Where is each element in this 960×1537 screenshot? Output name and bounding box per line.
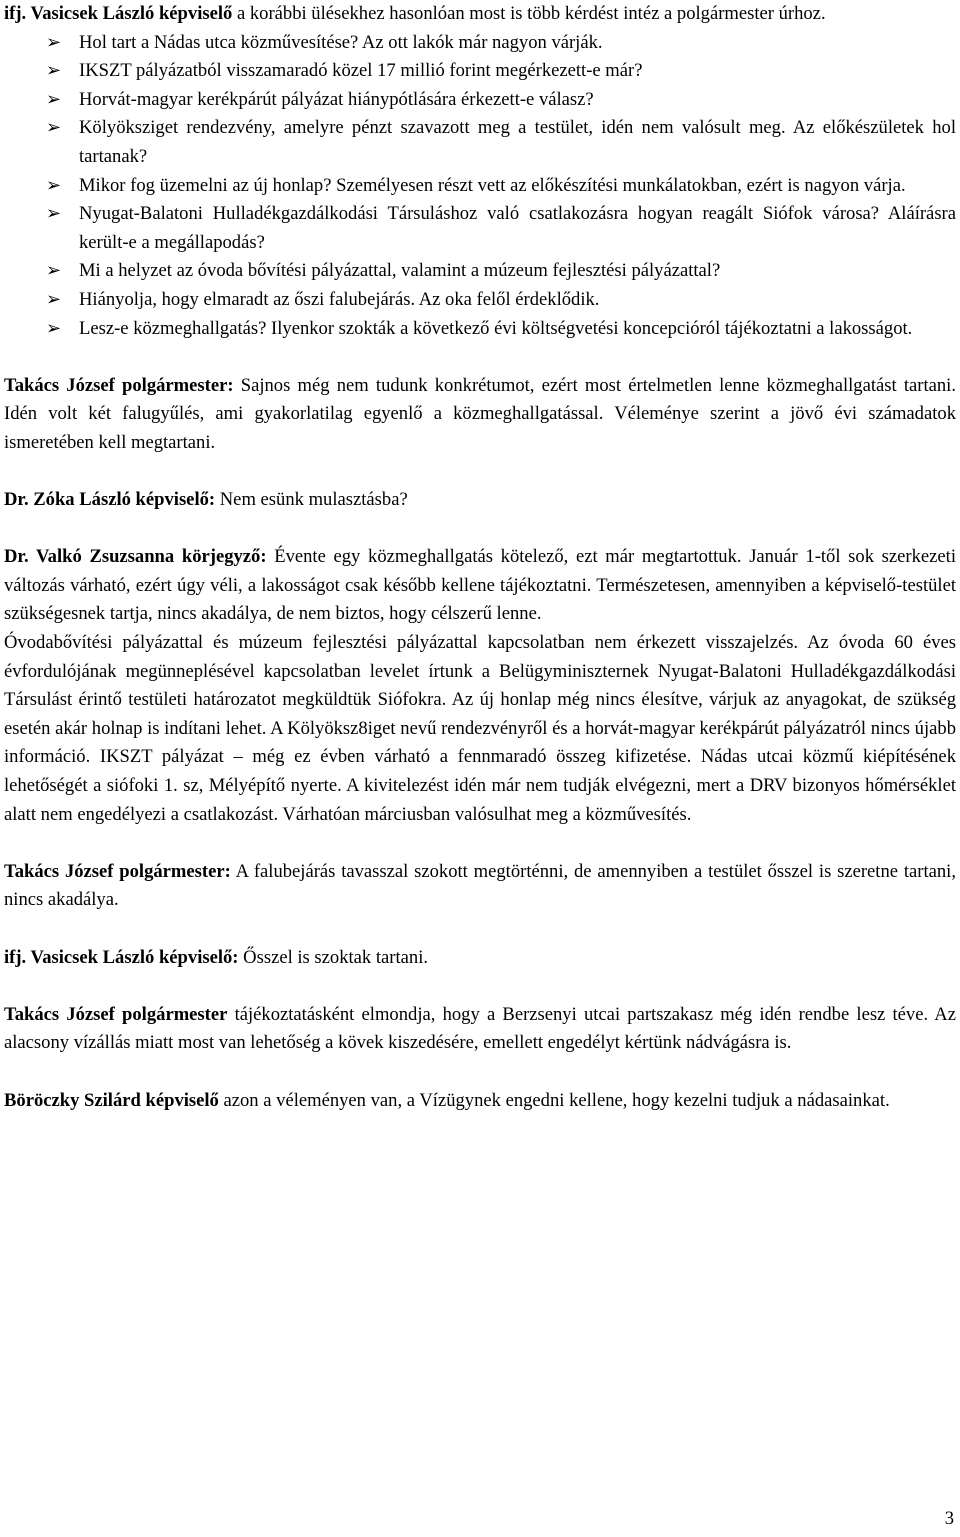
arrow-bullet-icon: ➢ xyxy=(46,317,62,339)
list-item: ➢ Mikor fog üzemelni az új honlap? Személyesen részt vett az előkészítési munkálatokban, ezért is nagyon várja. xyxy=(4,172,956,201)
speaker-name: Dr. Zóka László képviselő: xyxy=(4,489,216,511)
paragraph-text: Ősszel is szoktak tartani. xyxy=(238,946,429,968)
arrow-bullet-icon: ➢ xyxy=(46,260,62,282)
document-page xyxy=(4,0,956,1115)
speaker-name: ifj. Vasicsek László képviselő: xyxy=(4,946,239,968)
speaker-name: Takács József polgármester: xyxy=(4,374,234,396)
paragraph-text: tájékoztatásként elmondja, hogy a Berzsenyi utcai partszakasz még idén rendbe lesz téve. Az alacsony vízállás miatt most van lehetőség a kövek kiszedésére, emellett engedélyt kértünk nádvágásra is. xyxy=(4,1003,956,1054)
notary-paragraph xyxy=(4,543,956,629)
paragraph-text: a korábbi ülésekhez hasonlóan most is több kérdést intéz a polgármester úrhoz. xyxy=(232,3,826,24)
notary-paragraph-continued: Óvodabővítési pályázattal és múzeum fejlesztési pályázattal kapcsolatban nem érkezett visszajelzés. Az óvoda 60 éves évfordulójának megünneplésével kapcsolatban levelet írtunk a Belügyminiszternek Nyugat-Balatoni Hulladékgazdálkodási Társulást érintő testületi határozatot megküldtük Siófokra. Az új honlap még nincs élesítve, várjuk az anyagokat, de szükség esetén akár holnap is indítani lehet. A Kölyöksz8iget nevű rendezvényről és a horvát-magyar kerékpárút pályázatról nincs újabb információ. IKSZT pályázat – még ez évben várható a fennmaradó összeg kifizetése. Nádas utcai közmű kiépítésének lehetőségét a siófoki 1. sz, Mélyépítő nyerte. A kivitelezést idén már nem tudják elvégezni, mert a DRV bizonyos hőmérséklet alatt nem engedélyezi a csatlakozást. Várhatóan márciusban valósulhat meg a közművesítés. xyxy=(4,632,956,825)
arrow-bullet-icon: ➢ xyxy=(46,117,62,139)
mayor-falubejaras-paragraph xyxy=(4,858,956,915)
question-list xyxy=(4,29,956,344)
mayor-berzsenyi-paragraph xyxy=(4,1001,956,1058)
speaker-name: Takács József polgármester xyxy=(4,1003,228,1025)
arrow-bullet-icon: ➢ xyxy=(46,60,62,82)
page-number: 3 xyxy=(944,1508,954,1529)
arrow-bullet-icon: ➢ xyxy=(46,88,62,110)
paragraph-text: Nem esünk mulasztásba? xyxy=(215,489,408,511)
speaker-name: Böröczky Szilárd képviselő xyxy=(4,1089,219,1111)
intro-paragraph xyxy=(4,0,956,29)
speaker-name: Dr. Valkó Zsuzsanna körjegyző: xyxy=(4,546,267,568)
list-item: ➢ Mi a helyzet az óvoda bővítési pályázattal, valamint a múzeum fejlesztési pályázattal? xyxy=(4,257,956,286)
list-item: ➢ Nyugat-Balatoni Hulladékgazdálkodási Társuláshoz való csatlakozásra hogyan reagált Siófok városa? Aláírásra került-e a megállapodás? xyxy=(4,200,956,257)
list-item: ➢ Hol tart a Nádas utca közművesítése? Az ott lakók már nagyon várják. xyxy=(4,29,956,58)
paragraph-text: Évente egy közmeghallgatás kötelező, ezt már megtartottuk. Január 1-től sok szerkezeti változás várható, ezért úgy véli, a lakosságot csak később kellene tájékoztatni. Természetesen, amennyiben a képviselő-testület szükségesnek tartja, nincs akadálya, de nem biztos, hogy célszerű lenne. xyxy=(4,546,957,625)
arrow-bullet-icon: ➢ xyxy=(46,203,62,225)
arrow-bullet-icon: ➢ xyxy=(46,174,62,196)
speaker-name: ifj. Vasicsek László képviselő xyxy=(4,3,233,24)
arrow-bullet-icon: ➢ xyxy=(46,288,62,310)
vasicsek-paragraph xyxy=(4,944,956,973)
arrow-bullet-icon: ➢ xyxy=(46,31,62,53)
paragraph-text: A falubejárás tavasszal szokott megtörténni, de amennyiben a testület ősszel is szeretne tartani, nincs akadálya. xyxy=(4,860,956,911)
list-item: ➢ Horvát-magyar kerékpárút pályázat hiánypótlására érkezett-e válasz? xyxy=(4,86,956,115)
speaker-name: Takács József polgármester: xyxy=(4,860,231,882)
paragraph-text: azon a véleményen van, a Vízügynek engedni kellene, hogy kezelni tudjuk a nádasainkat. xyxy=(218,1089,890,1111)
list-item: ➢ Hiányolja, hogy elmaradt az őszi falubejárás. Az oka felől érdeklődik. xyxy=(4,286,956,315)
list-item: ➢ Kölyöksziget rendezvény, amelyre pénzt szavazott meg a testület, idén nem valósult meg. Az előkészületek hol tartanak? xyxy=(4,114,956,171)
list-item: ➢ Lesz-e közmeghallgatás? Ilyenkor szokták a következő évi költségvetési koncepcióról tájékoztatni a lakosságot. xyxy=(4,315,956,344)
zoka-paragraph xyxy=(4,486,956,515)
spacer xyxy=(4,343,956,372)
mayor-reply-paragraph xyxy=(4,372,956,458)
list-item: ➢ IKSZT pályázatból visszamaradó közel 17 millió forint megérkezett-e már? xyxy=(4,57,956,86)
boroczky-paragraph xyxy=(4,1087,956,1116)
paragraph-text: Sajnos még nem tudunk konkrétumot, ezért most értelmetlen lenne közmeghallgatást tartani. Idén volt két falugyűlés, ami gyakorlatilag egyenlő a közmeghallgatással. Véleménye szerint a jövő évi számadatok ismeretében kell megtartani. xyxy=(4,374,956,453)
